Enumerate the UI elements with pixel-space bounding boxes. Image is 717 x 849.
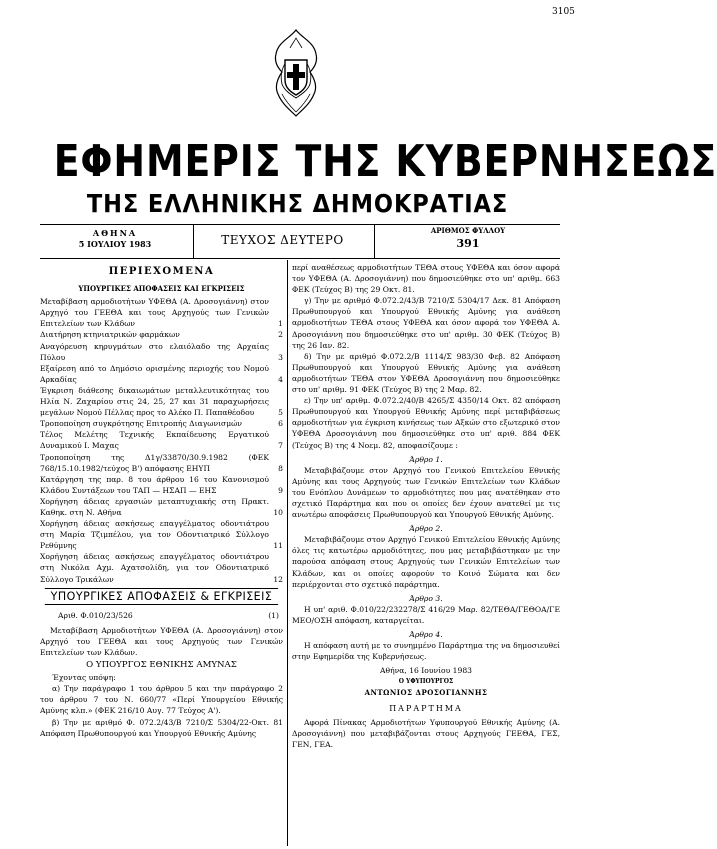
greek-coat-of-arms-icon: [268, 28, 324, 122]
continuation-paragraph: περί αναθέσεως αρμοδιοτήτων ΤΕΘΑ στους ΥΦΕΘΑ και όσον αφορά τον ΥΦΕΘΑ (Α. Δροσογιάννη) που δημοσιεύθηκε στο υπ' αριθμ. 663 ΦΕΚ (Τεύχος Β) της 29 Οκτ. 81.: [292, 263, 560, 295]
article-heading: Άρθρο 1.: [409, 454, 443, 464]
article-heading: Άρθρο 3.: [409, 593, 443, 603]
toc-item: [40, 429, 283, 451]
toc-item-page: 3: [278, 352, 283, 362]
annex-heading: ΠΑΡΑΡΤΗΜΑ: [389, 703, 463, 713]
toc-item: [40, 418, 283, 429]
signoff-name: ΑΝΤΩΝΙΟΣ ΔΡΟΣΟΓΙΑΝΝΗΣ: [364, 688, 488, 698]
contents-heading: ΠΕΡΙΕΧΟΜΕΝΑ: [108, 266, 215, 277]
signoff-place-date: Αθήνα, 16 Ιουνίου 1983: [380, 666, 472, 676]
toc-item-text: Διατήρηση κτηνιατρικών φαρμάκων: [40, 330, 180, 340]
contents-subheading: ΥΠΟΥΡΓΙΚΕΣ ΑΠΟΦΑΣΕΙΣ ΚΑΙ ΕΓΚΡΙΣΕΙΣ: [78, 284, 245, 294]
toc-item-page: 5: [278, 408, 283, 418]
consideration-paragraph: δ) Την με αριθμό Φ.072.2/Β 1114/Σ 983/30 Φεβ. 82 Απόφαση Πρωθυπουργού και Υπουργού Εθνικής Αμύνης για ανάθεση αρμοδιοτήτων ΤΕΘΑ στον ΥΦΕΘΑ Δροσογιάννη που δημοσιεύθηκε στο υπ' αριθμ. 91 ΦΕΚ (Τεύχος Β) της 2 Μαρ. 82.: [292, 351, 560, 395]
decision-number: Αριθ. Φ.010/23/526: [58, 610, 133, 620]
toc-item: [40, 341, 283, 363]
toc-item: [40, 363, 283, 385]
masthead-subtitle: ΤΗΣ ΕΛΛΗΝΙΚΗΣ ΔΗΜΟΚΡΑΤΙΑΣ: [86, 189, 509, 218]
article-heading: Άρθρο 4.: [409, 630, 443, 639]
toc-item-page: 9: [278, 485, 283, 495]
toc-item-text: Χορήγηση άδειας ασκήσεως επαγγέλματος οδοντιάτρου στη Μαρία Τζιμπέλου, για τον Οδοντιατρικό Σύλλογο Ρεθύμνης: [40, 519, 269, 551]
toc-item-text: Μεταβίβαση αρμοδιοτήτων ΥΦΕΘΑ (Α. Δροσογιάννη) στον Αρχηγό του ΓΕΕΘΑ και τους Αρχηγούς των Γενικών Επιτελείων των Κλάδων: [40, 297, 269, 329]
decision-index: (1): [268, 610, 279, 620]
consideration-paragraph: γ) Την με αριθμό Φ.072.2/43/Β 7210/Σ 5304/17 Δεκ. 81 Απόφαση Πρωθυπουργού και Υπουργού Εθνικής Αμύνης για ανάθεση αρμοδιοτήτων ΤΕΘΑ στους ΥΦΕΘΑ και όσον αφορά τον ΥΦΕΘΑ Α. Δροσογιάννη που δημοσιεύθηκε στο υπ' αριθμ. 30 ΦΕΚ (Τεύχος Β) της 26 Ιαν. 82.: [292, 296, 560, 350]
issue-series: ΤΕΥΧΟΣ ΔΕΥΤΕΡΟ: [221, 233, 344, 247]
article-text: Μεταβιβάζουμε στον Αρχηγό του Γενικού Επιτελείου Εθνικής Αμύνης και τους Αρχηγούς των Γενικών Επιτελείων των Κλάδων του Ενόπλου Δυνάμεων το αρμοδιότητες που μας ανατέθηκαν στο σχετικό Παράρτημα και που οι οποίες δεν έχουν ανατεθεί με τις ανωτέρω αποφάσεις Πρωθυπουργού και Υπουργού Εθνικής Αμύνης.: [292, 465, 560, 520]
consideration-paragraph: α) Την παράγραφο 1 του άρθρου 5 και την παράγραφο 2 του άρθρου 7 του Ν. 660/77 «Περί Υπουργείου Εθνικής Αμύνης κλπ.» (ΦΕΚ 216/10 Αυγ. 77 Τεύχος Α').: [40, 684, 283, 716]
decision-title: Μεταβίβαση Αρμοδιοτήτων ΥΦΕΘΑ (Α. Δροσογιάννη) στον Αρχηγό του ΓΕΕΘΑ και τους Αρχηγούς των Γενικών Επιτελείων των Κλάδων.: [40, 625, 283, 657]
issue-number-label: ΑΡΙΘΜΟΣ ΦΥΛΛΟΥ: [430, 226, 506, 235]
issue-number: 391: [456, 237, 480, 250]
toc-item-text: Εξαίρεση από το Δημόσιο ορισμένης περιοχής του Νομού Αρκαδίας: [40, 363, 269, 384]
issue-bar-bottom-rule: [40, 258, 560, 259]
toc-item: [40, 452, 283, 474]
decision-reference: [40, 610, 283, 621]
toc-item-page: 7: [278, 441, 283, 451]
toc-item-page: 11: [273, 541, 283, 551]
consideration-paragraph: β) Την με αριθμό Φ. 072.2/43/Β 7210/Σ 5304/22-Οκτ. 81 Απόφαση Πρωθυπουργού και Υπουργού Εθνικής Αμύνης: [40, 717, 283, 738]
article-heading: Άρθρο 2.: [409, 524, 443, 534]
toc-item: [40, 385, 283, 418]
article-text: Μεταβιβάζουμε στον Αρχηγό Γενικού Επιτελείου Εθνικής Αμύνης όλες τις κατωτέρω αρμοδιότητες, που μας μεταβιβάστηκαν με την παρούσα απόφαση στους Αρχηγούς των Γενικών Επιτελείων των Κλάδων, και οι οποίες αφορούν το Κοινό Σώματα και δεν περιέρχονται στο σχετικό παράρτημα.: [292, 535, 560, 589]
toc-item-text: Χορήγηση άδειας ασκήσεως επαγγέλματος οδοντιάτρου στη Νικόλα Αχμ. Αχατσολίδη, για τον Οδοντιατρικό Σύλλογο Τρικάλων: [40, 552, 269, 584]
toc-item: [40, 496, 283, 518]
minister-heading: Ο ΥΠΟΥΡΓΟΣ ΕΘΝΙΚΗΣ ΑΜΥΝΑΣ: [86, 660, 237, 671]
article-text: Η υπ' αριθ. Φ.010/22/232278/Σ 416/29 Μαρ. 82/ΤΕΘΑ/ΓΕΘΟΑ/ΓΕ ΜΕΟ/ΟΣΗ απόφαση, καταργείται.: [292, 604, 560, 625]
toc-item-page: 1: [278, 319, 283, 329]
toc-item-page: 4: [278, 374, 283, 384]
page-number: 3105: [552, 7, 575, 17]
issue-place: ΑΘΗΝΑ: [92, 228, 138, 238]
signoff-role: Ο ΥΦΥΠΟΥΡΓΟΣ: [398, 678, 454, 686]
annex-text: Αφορά Πίνακας Αρμοδιοτήτων Υφυπουργού Εθνικής Αμύνης (Α. Δροσογιάννη) που μεταβιβάζονται στους Αρχηγούς ΓΕΕΘΑ, ΓΕΣ, ΓΕΝ, ΓΕΑ.: [292, 717, 560, 749]
section-heading: ΥΠΟΥΡΓΙΚΕΣ ΑΠΟΦΑΣΕΙΣ & ΕΓΚΡΙΣΕΙΣ: [45, 588, 278, 605]
toc-item: [40, 474, 283, 496]
issue-date: 5 ΙΟΥΛΙΟΥ 1983: [78, 239, 152, 249]
toc-item-text: Τροποποίηση συγκρότησης Επιτροπής Διαγωνισμών: [40, 419, 242, 429]
toc-item-text: Κατάργηση της παρ. 8 του άρθρου 16 του Κανονισμού Κλάδου Συντάξεων του ΤΑΠ — ΗΣΑΠ — ΕΗΣ: [40, 474, 269, 495]
masthead-title: ΕΦΗΜΕΡΙΣ ΤΗΣ ΚΥΒΕΡΝΗΣΕΩΣ: [53, 136, 717, 187]
toc-item: [40, 296, 283, 329]
toc-item: [40, 551, 283, 584]
contents-list: [40, 296, 283, 584]
toc-item-page: 2: [278, 330, 283, 340]
toc-item-page: 6: [278, 419, 283, 429]
toc-item-text: Χορήγηση άδειας εργασιών μεταπτυχιακής στη Πρακτ. Καθηκ. στη Ν. Αθήνα: [40, 496, 269, 517]
article-text: Η απόφαση αυτή με το συνημμένο Παράρτημα της να δημοσιευθεί στην Εφημερίδα της Κυβερνήσεως.: [292, 641, 560, 662]
consideration-paragraph: ε) Την υπ' αριθμ. Φ.072.2/40/Β 4265/Σ 4350/14 Οκτ. 82 απόφαση Πρωθυπουργού και Υπουργού Εθνικής Αμύνης περί μεταβιβάσεως αρμοδιοτήτων για έγκριση κινήσεως των Αξκών στο εξωτερικό στον ΥΦΕΘΑ Δροσογιάννη που δημοσιεύθηκε στο υπ' αριθ. 884 ΦΕΚ (Τεύχος Β) της 4 Νοεμ. 82, αποφασίζουμε :: [292, 396, 560, 450]
toc-item: [40, 329, 283, 340]
issue-bar-divider-right: [374, 224, 375, 258]
toc-item-text: Τροποποίηση της Δ1γ/33870/30.9.1982 (ΦΕΚ 768/15.10.1982/τεύχος Β') απόφασης ΕΗΥΠ: [40, 452, 269, 473]
left-column: [40, 262, 283, 739]
toc-item-page: 10: [273, 507, 283, 517]
having-regard-text: Έχοντας υπόψη:: [52, 673, 116, 683]
toc-item-text: Τέλος Μελέτης Τεχνικής Εκπαίδευσης Εργατικού Δυναμικού Ι. Μαχας: [40, 430, 269, 451]
column-divider: [287, 260, 288, 846]
toc-item-page: 8: [278, 463, 283, 473]
toc-item-text: Έγκριση διάθεσης δικαιωμάτων μεταλλευτικότητας του Ηλία Ν. Ζαχαρίου στις 24, 25, 27 και 31 παραχωρήσεις μεγάλων Νομού Πέλλας προς το Αλέκο Π. Παπαθέοδου: [40, 385, 269, 418]
toc-item-text: Αναγόρευση κηρυγμάτων στο ελαιόλαδο της Αρχαίας Πύλου: [40, 341, 269, 362]
toc-item: [40, 518, 283, 551]
right-column: [292, 262, 560, 750]
toc-item-page: 12: [273, 574, 283, 584]
issue-bar-top-rule: [40, 224, 560, 225]
